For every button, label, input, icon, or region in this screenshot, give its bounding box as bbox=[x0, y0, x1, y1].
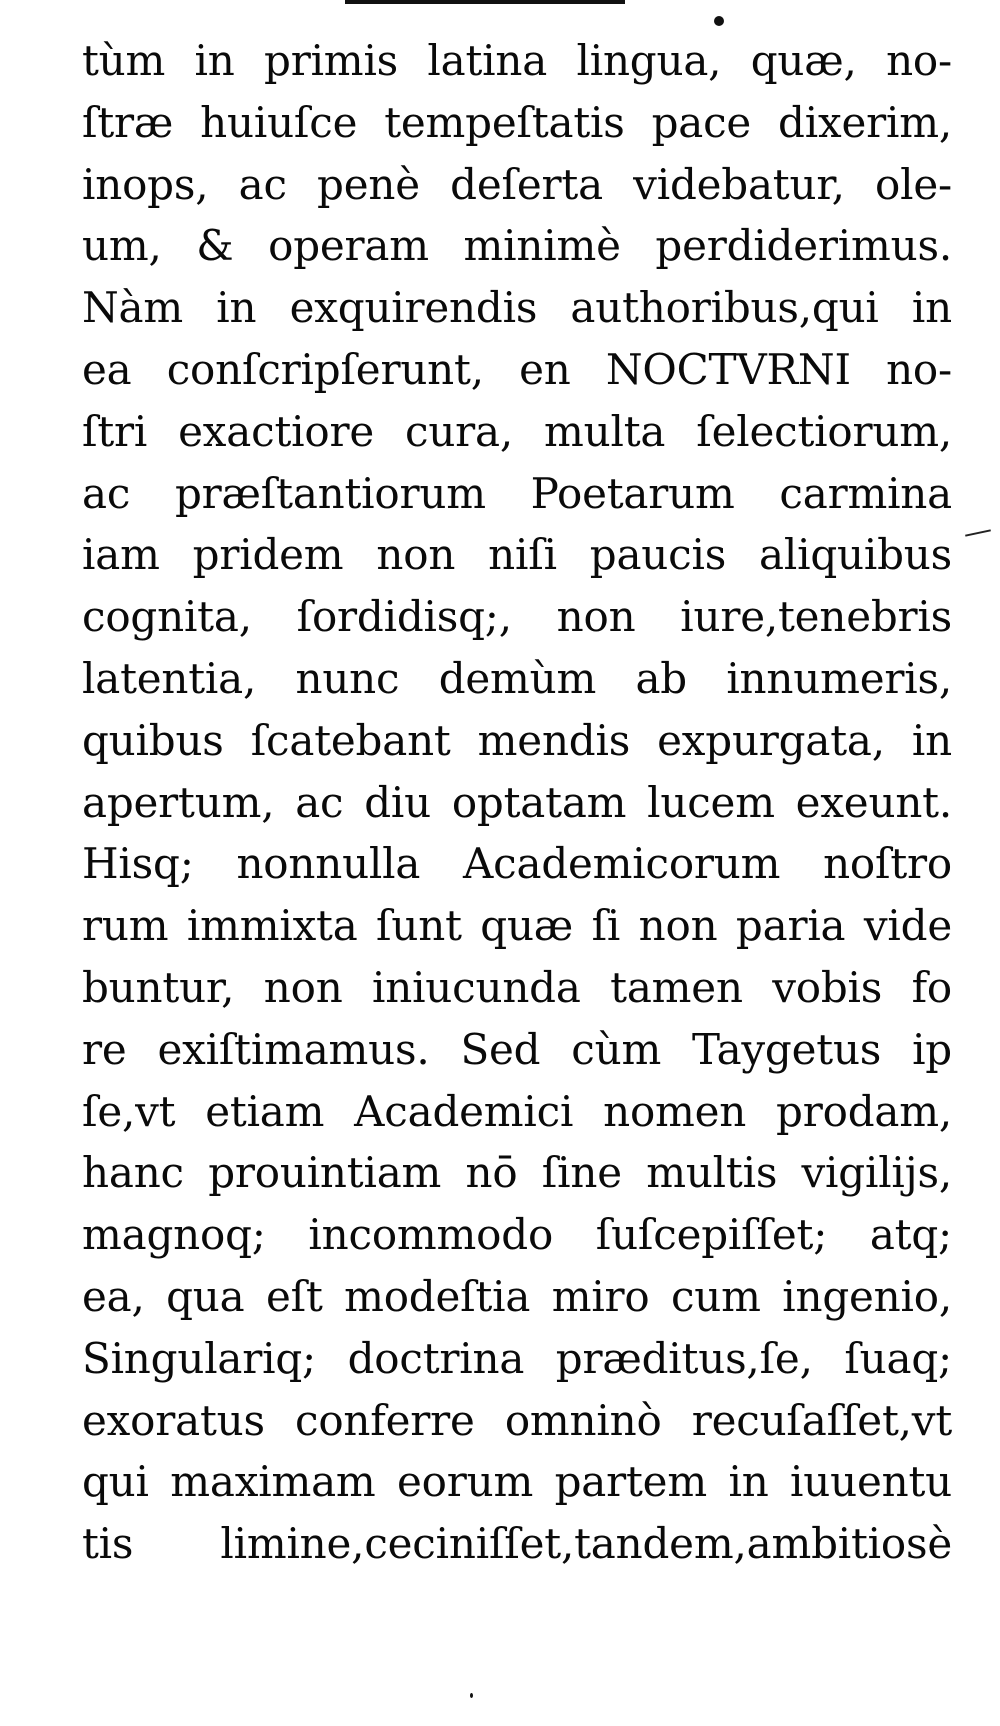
text-line-12: quibus ſcatebant mendis expurgata, in bbox=[82, 715, 952, 765]
text-line-10: cognita, ſordidisq;, non iure,tenebris bbox=[82, 592, 952, 642]
text-line-19: hanc prouintiam nō ſine multis vigilijs, bbox=[82, 1148, 952, 1198]
text-line-21: ea, qua eſt modeſtia miro cum ingenio, bbox=[82, 1271, 952, 1321]
margin-mark bbox=[965, 529, 991, 536]
text-line-22: Singulariq; doctrina præditus,ſe, ſuaq; bbox=[82, 1333, 952, 1383]
text-line-7: ſtri exactiore cura, multa ſelectiorum, bbox=[82, 406, 952, 456]
latin-text-block bbox=[82, 30, 952, 1575]
top-rule bbox=[345, 0, 625, 4]
text-line-6: ea conſcripſerunt, en NOCTVRNI no- bbox=[82, 344, 952, 394]
text-line-20: magnoq; incommodo ſuſcepiſſet; atq; bbox=[82, 1210, 952, 1260]
text-line-11: latentia, nunc demùm ab innumeris, bbox=[82, 653, 952, 703]
text-line-17: re exiſtimamus. Sed cùm Taygetus ip bbox=[82, 1024, 952, 1074]
text-line-5: Nàm in exquirendis authoribus,qui in bbox=[82, 283, 952, 333]
text-line-24: qui maximam eorum partem in iuuentu bbox=[82, 1457, 952, 1507]
text-line-18: ſe,vt etiam Academici nomen prodam, bbox=[82, 1086, 952, 1136]
text-line-4: um, & operam minimè perdiderimus. bbox=[82, 221, 952, 271]
text-line-16: buntur, non iniucunda tamen vobis fo bbox=[82, 962, 952, 1012]
text-line-14: Hisq; nonnulla Academicorum noſtro bbox=[82, 839, 952, 889]
text-line-15: rum immixta ſunt quæ ſi non paria vide bbox=[82, 901, 952, 951]
text-line-9: iam pridem non niſi paucis aliquibus bbox=[82, 530, 952, 580]
text-line-1: tùm in primis latina lingua, quæ, no- bbox=[82, 36, 952, 85]
text-line-25: tis limine,ceciniſſet,tandem,ambitiosè bbox=[82, 1519, 952, 1569]
ink-mark bbox=[714, 16, 724, 26]
text-line-13: apertum, ac diu optatam lucem exeunt. bbox=[82, 777, 952, 827]
ink-speck bbox=[470, 1693, 473, 1698]
text-line-2: ſtræ huiuſce tempeſtatis pace dixerim, bbox=[82, 97, 952, 147]
text-line-8: ac præſtantiorum Poetarum carmina bbox=[82, 468, 952, 518]
text-line-23: exoratus conferre omninò recuſaſſet,vt bbox=[82, 1395, 952, 1445]
text-line-3: inops, ac penè deſerta videbatur, ole- bbox=[82, 159, 952, 209]
